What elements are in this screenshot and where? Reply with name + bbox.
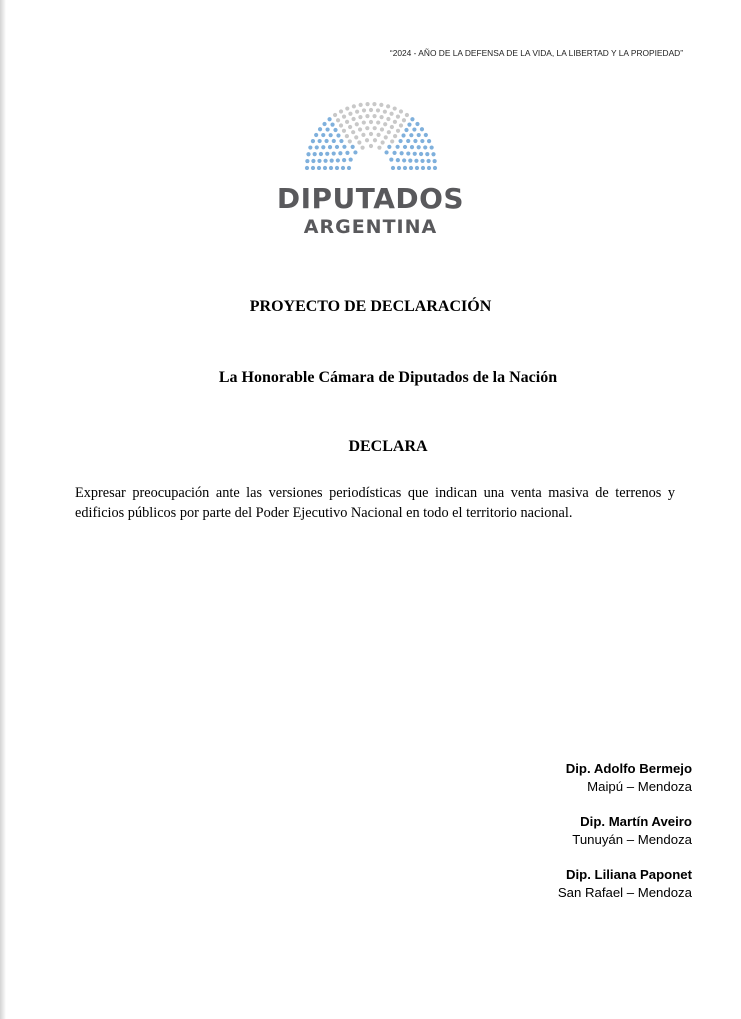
- declara-heading: DECLARA: [348, 438, 428, 455]
- hemicycle-seat-dot: [395, 145, 399, 149]
- hemicycle-seat-dot: [360, 146, 364, 150]
- hemicycle-emblem-icon: [301, 98, 441, 170]
- hemicycle-seat-dot: [310, 139, 314, 143]
- hemicycle-seat-dot: [409, 133, 413, 137]
- hemicycle-seat-dot: [380, 140, 384, 144]
- hemicycle-seat-dot: [418, 152, 422, 156]
- hemicycle-seat-dot: [342, 158, 346, 162]
- hemicycle-seat-dot: [347, 139, 351, 143]
- hemicycle-seat-dot: [355, 110, 359, 114]
- hemicycle-seat-dot: [406, 151, 410, 155]
- hemicycle-seat-dot: [364, 138, 368, 142]
- hemicycle-seat-dot: [379, 115, 383, 119]
- hemicycle-seat-dot: [420, 166, 424, 170]
- hemicycle-seat-dot: [398, 109, 402, 113]
- hemicycle-seat-dot: [308, 145, 312, 149]
- hemicycle-seat-dot: [306, 152, 310, 156]
- hemicycle-seat-dot: [321, 145, 325, 149]
- hemicycle-seat-dot: [312, 152, 316, 156]
- hemicycle-seat-dot: [348, 125, 352, 129]
- hemicycle-seat-dot: [368, 108, 372, 112]
- document-title: PROYECTO DE DECLARACIÓN: [249, 298, 492, 315]
- hemicycle-seat-dot: [365, 114, 369, 118]
- hemicycle-seat-dot: [331, 139, 335, 143]
- hemicycle-seat-dot: [351, 117, 355, 121]
- hemicycle-seat-dot: [304, 166, 308, 170]
- hemicycle-seat-dot: [379, 103, 383, 107]
- hemicycle-seat-dot: [384, 150, 388, 154]
- hemicycle-seat-dot: [354, 135, 358, 139]
- hemicycle-seat-dot: [389, 112, 393, 116]
- hemicycle-seat-dot: [322, 122, 326, 126]
- hemicycle-seat-dot: [336, 133, 340, 137]
- hemicycle-seat-dot: [335, 158, 339, 162]
- hemicycle-seat-dot: [426, 139, 430, 143]
- hemicycle-seat-dot: [335, 118, 339, 122]
- hemicycle-seat-dot: [390, 139, 394, 143]
- hemicycle-seat-dot: [395, 129, 399, 133]
- hemicycle-seat-dot: [401, 133, 405, 137]
- hemicycle-seat-dot: [357, 127, 361, 131]
- chamber-heading: La Honorable Cámara de Diputados de la Nación: [218, 369, 558, 386]
- hemicycle-seat-dot: [432, 166, 436, 170]
- hemicycle-seat-dot: [317, 139, 321, 143]
- logo-text-diputados: DIPUTADOS: [276, 182, 465, 215]
- hemicycle-seat-dot: [305, 159, 309, 163]
- hemicycle-seat-dot: [327, 117, 331, 121]
- hemicycle-seat-dot: [426, 159, 430, 163]
- hemicycle-seat-dot: [350, 145, 354, 149]
- hemicycle-seat-dot: [426, 166, 430, 170]
- hemicycle-seat-dot: [376, 133, 380, 137]
- hemicycle-seat-dot: [386, 117, 390, 121]
- hemicycle-seat-dot: [425, 152, 429, 156]
- hemicycle-seat-dot: [392, 151, 396, 155]
- diputados-logo: [0, 98, 741, 238]
- hemicycle-seat-dot: [402, 158, 406, 162]
- hemicycle-seat-dot: [321, 133, 325, 137]
- hemicycle-seat-dot: [416, 145, 420, 149]
- signer: [558, 866, 692, 902]
- hemicycle-seat-dot: [310, 166, 314, 170]
- hemicycle-seat-dot: [386, 104, 390, 108]
- hemicycle-seat-dot: [345, 106, 349, 110]
- hemicycle-seat-dot: [420, 139, 424, 143]
- hemicycle-seat-dot: [404, 113, 408, 117]
- signer-name: Dip. Liliana Paponet: [565, 867, 692, 882]
- hemicycle-seat-dot: [329, 159, 333, 163]
- hemicycle-seat-dot: [314, 145, 318, 149]
- hemicycle-seat-dot: [328, 133, 332, 137]
- hemicycle-seat-dot: [311, 159, 315, 163]
- hemicycle-seat-dot: [401, 118, 405, 122]
- signer-name: Dip. Adolfo Bermejo: [565, 761, 692, 776]
- hemicycle-seat-dot: [406, 139, 410, 143]
- hemicycle-seat-dot: [338, 109, 342, 113]
- signers-block: [558, 760, 692, 919]
- hemicycle-seat-dot: [395, 158, 399, 162]
- hemicycle-seat-dot: [368, 132, 372, 136]
- hemicycle-seat-dot: [334, 145, 338, 149]
- hemicycle-seat-dot: [416, 133, 420, 137]
- hemicycle-seat-dot: [412, 152, 416, 156]
- hemicycle-seat-dot: [402, 166, 406, 170]
- hemicycle-seat-dot: [398, 123, 402, 127]
- hemicycle-seat-dot: [372, 114, 376, 118]
- hemicycle-seat-dot: [429, 145, 433, 149]
- hemicycle-seat-dot: [330, 122, 334, 126]
- hemicycle-seat-dot: [419, 127, 423, 131]
- hemicycle-seat-dot: [414, 166, 418, 170]
- hemicycle-seat-dot: [342, 145, 346, 149]
- hemicycle-seat-dot: [341, 115, 345, 119]
- hemicycle-seat-dot: [316, 166, 320, 170]
- hemicycle-seat-dot: [368, 144, 372, 148]
- hemicycle-seat-dot: [404, 128, 408, 132]
- hemicycle-seat-dot: [365, 126, 369, 130]
- hemicycle-seat-dot: [390, 166, 394, 170]
- hemicycle-seat-dot: [346, 166, 350, 170]
- hemicycle-seat-dot: [357, 140, 361, 144]
- hemicycle-seat-dot: [348, 157, 352, 161]
- hemicycle-seat-dot: [317, 159, 321, 163]
- hemicycle-seat-dot: [318, 152, 322, 156]
- hemicycle-seat-dot: [325, 152, 329, 156]
- signer: [558, 813, 692, 849]
- hemicycle-seat-dot: [358, 103, 362, 107]
- hemicycle-seat-dot: [332, 113, 336, 117]
- signer-name: Dip. Martín Aveiro: [580, 814, 692, 829]
- hemicycle-seat-dot: [431, 152, 435, 156]
- hemicycle-seat-dot: [382, 110, 386, 114]
- hemicycle-seat-dot: [345, 151, 349, 155]
- hemicycle-seat-dot: [392, 120, 396, 124]
- hemicycle-seat-dot: [377, 146, 381, 150]
- hemicycle-seat-dot: [341, 129, 345, 133]
- header-motto: “2024 - AÑO DE LA DEFENSA DE LA VIDA, LA LIBERTAD Y LA PROPIEDAD”: [389, 48, 683, 58]
- hemicycle-seat-dot: [389, 125, 393, 129]
- hemicycle-seat-dot: [372, 126, 376, 130]
- logo-text-argentina: ARGENTINA: [303, 216, 438, 238]
- hemicycle-seat-dot: [399, 151, 403, 155]
- hemicycle-seat-dot: [317, 127, 321, 131]
- hemicycle-seat-dot: [372, 138, 376, 142]
- hemicycle-seat-dot: [344, 134, 348, 138]
- hemicycle-seat-dot: [353, 150, 357, 154]
- hemicycle-seat-dot: [413, 139, 417, 143]
- hemicycle-seat-dot: [379, 127, 383, 131]
- signer-place: Tunuyán – Mendoza: [572, 832, 692, 847]
- hemicycle-seat-dot: [408, 166, 412, 170]
- hemicycle-seat-dot: [407, 122, 411, 126]
- hemicycle-seat-dot: [314, 133, 318, 137]
- hemicycle-seat-dot: [361, 108, 365, 112]
- hemicycle-seat-dot: [414, 159, 418, 163]
- hemicycle-seat-dot: [327, 145, 331, 149]
- hemicycle-seat-dot: [333, 128, 337, 132]
- hemicycle-seat-dot: [393, 134, 397, 138]
- hemicycle-seat-dot: [340, 166, 344, 170]
- hemicycle-seat-dot: [432, 159, 436, 163]
- hemicycle-seat-dot: [351, 104, 355, 108]
- hemicycle-seat-dot: [386, 130, 390, 134]
- signer: [558, 760, 692, 796]
- hemicycle-seat-dot: [334, 166, 338, 170]
- hemicycle-seat-dot: [328, 166, 332, 170]
- hemicycle-seat-dot: [323, 159, 327, 163]
- hemicycle-seat-dot: [412, 127, 416, 131]
- hemicycle-seat-dot: [383, 135, 387, 139]
- hemicycle-seat-dot: [398, 139, 402, 143]
- hemicycle-seat-dot: [339, 139, 343, 143]
- hemicycle-seat-dot: [375, 108, 379, 112]
- hemicycle-seat-dot: [348, 112, 352, 116]
- hemicycle-seat-dot: [358, 115, 362, 119]
- hemicycle-seat-dot: [354, 122, 358, 126]
- hemicycle-seat-dot: [324, 139, 328, 143]
- hemicycle-seat-dot: [409, 145, 413, 149]
- hemicycle-seat-dot: [392, 106, 396, 110]
- declaration-body: Expresar preocupación ante las versiones periodísticas que indican una venta masiva de terrenos y edificios públicos por parte del Poder Ejecutivo Nacional en todo el territorio nacional.: [75, 485, 675, 521]
- hemicycle-seat-dot: [423, 145, 427, 149]
- hemicycle-seat-dot: [389, 157, 393, 161]
- hemicycle-seat-dot: [423, 133, 427, 137]
- hemicycle-seat-dot: [325, 127, 329, 131]
- hemicycle-seat-dot: [396, 166, 400, 170]
- hemicycle-seat-dot: [383, 122, 387, 126]
- hemicycle-seat-dot: [387, 145, 391, 149]
- signer-place: Maipú – Mendoza: [587, 779, 692, 794]
- hemicycle-seat-dot: [376, 120, 380, 124]
- hemicycle-seat-dot: [331, 151, 335, 155]
- hemicycle-seat-dot: [420, 159, 424, 163]
- hemicycle-seat-dot: [338, 123, 342, 127]
- hemicycle-seat-dot: [402, 145, 406, 149]
- hemicycle-seat-dot: [415, 122, 419, 126]
- hemicycle-seat-dot: [368, 120, 372, 124]
- hemicycle-seat-dot: [372, 102, 376, 106]
- hemicycle-seat-dot: [338, 151, 342, 155]
- hemicycle-seat-dot: [344, 120, 348, 124]
- hemicycle-seat-dot: [351, 130, 355, 134]
- hemicycle-seat-dot: [322, 166, 326, 170]
- hemicycle-seat-dot: [361, 120, 365, 124]
- hemicycle-seat-dot: [410, 117, 414, 121]
- hemicycle-seat-dot: [395, 115, 399, 119]
- hemicycle-seat-dot: [365, 102, 369, 106]
- hemicycle-seat-dot: [408, 159, 412, 163]
- signer-place: San Rafael – Mendoza: [557, 885, 692, 900]
- hemicycle-seat-dot: [361, 133, 365, 137]
